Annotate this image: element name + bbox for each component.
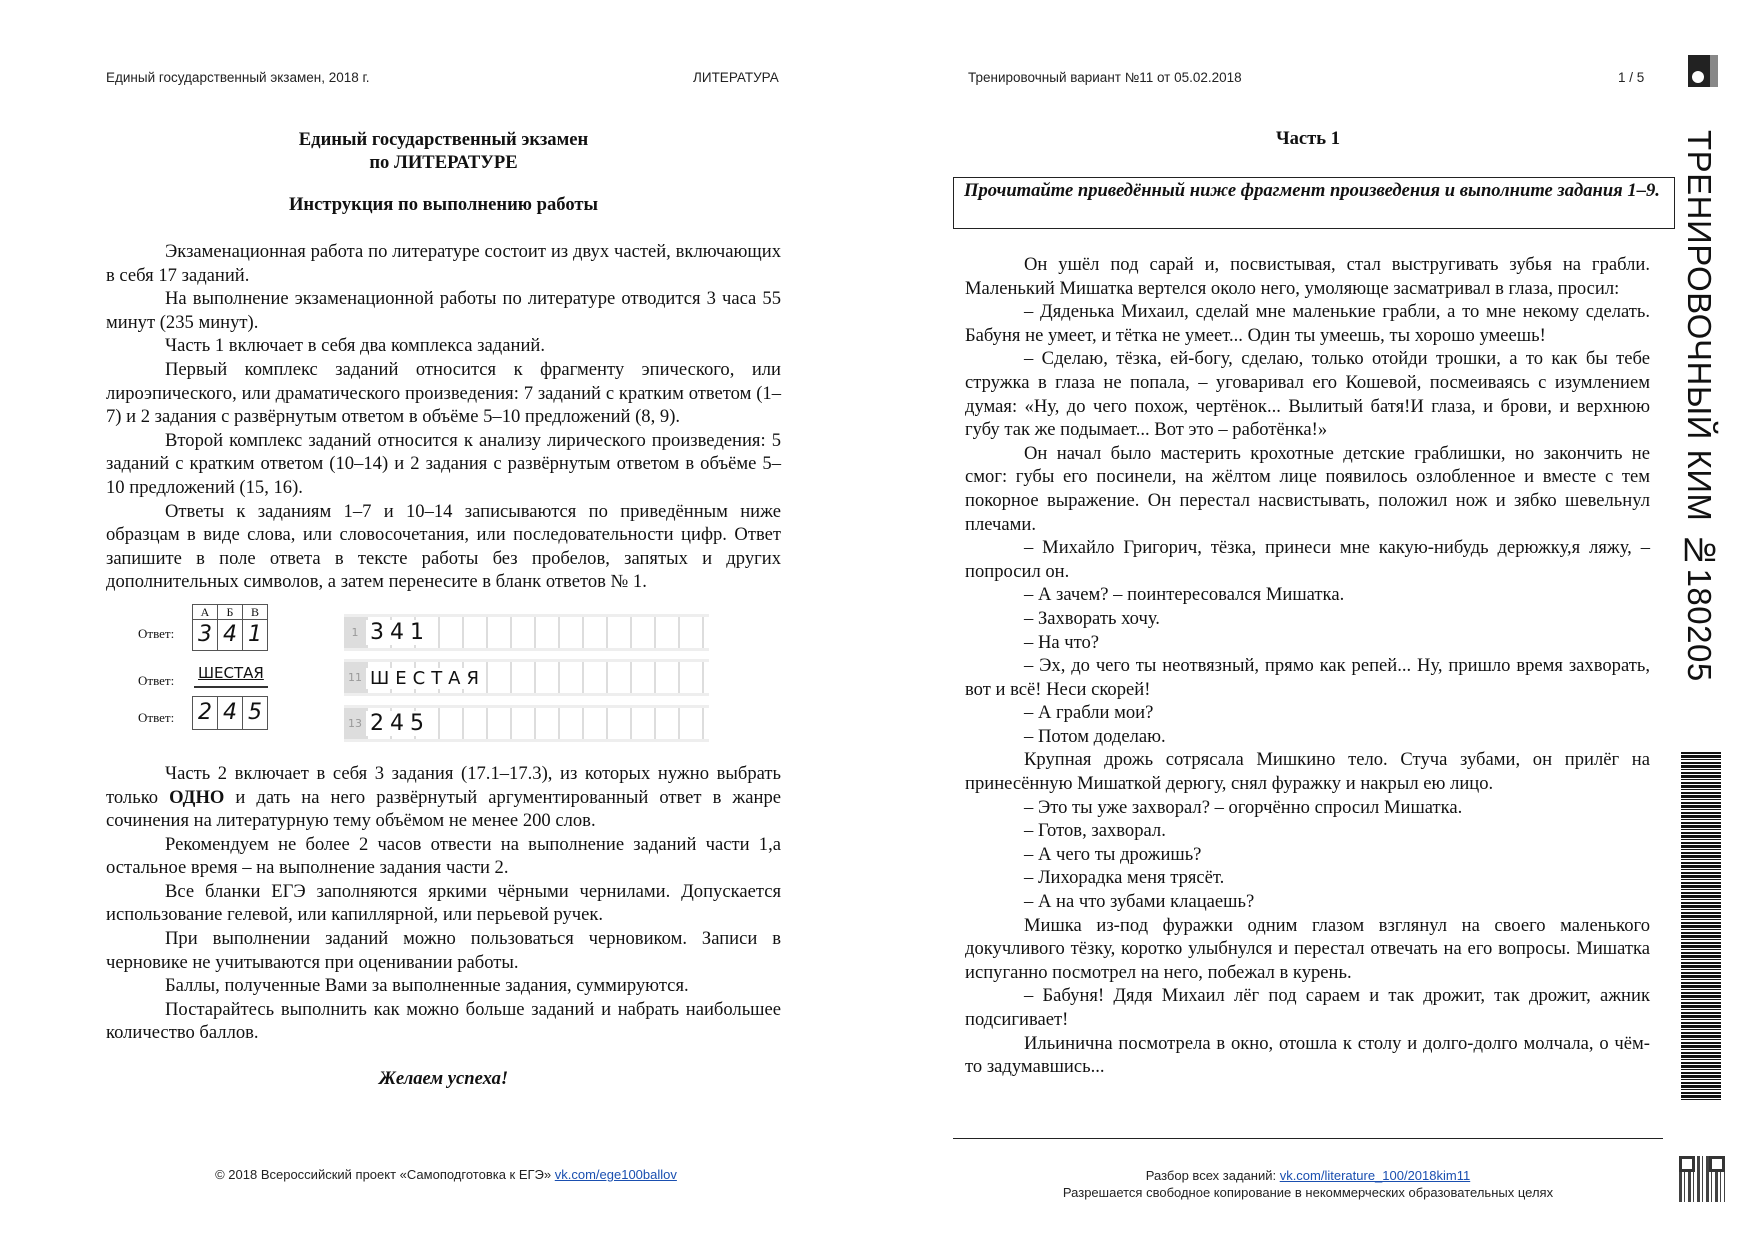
paragraph: Он ушёл под сарай и, посвистывая, стал выстругивать зубья на грабли. Маленький Мишатка вертелся около него, умоляюще засматривал в глаза, просил:: [965, 254, 1650, 299]
answer-label: Ответ:: [138, 709, 175, 725]
barcode-icon: [1681, 752, 1721, 1102]
paragraph: – Сделаю, тёзка, ей-богу, сделаю, только отойди трошки, а то как бы тебе стружка в глаза не попала, – уговаривал его Кошевой, посмеиваясь с изумлением думая: «Ну, до чего похож, чертёнок... Вылитый батя!И глаза, и брови, и верхнюю губу так же подымает... Вот это – работёнка!»: [965, 348, 1650, 441]
sample-table-1: [192, 604, 268, 651]
answer-blank-3: [344, 705, 709, 742]
logo-icon: [1688, 55, 1718, 87]
footer-copyright: © 2018 Всероссийский проект «Самоподготовка к ЕГЭ»: [215, 1167, 555, 1182]
paragraph: – Михайло Григорич, тёзка, принеси мне какую-нибудь дерюжку,я ляжу, – попросил он.: [965, 537, 1650, 582]
paragraph: Постарайтесь выполнить как можно больше заданий и набрать наибольшее количество баллов.: [106, 998, 781, 1044]
paragraph: Баллы, полученные Вами за выполненные задания, суммируются.: [165, 975, 689, 997]
part-title: Часть 1: [1275, 128, 1341, 149]
task-instruction: Прочитайте приведённый ниже фрагмент произведения и выполните задания 1–9.: [953, 177, 1675, 229]
footer-analysis-label: Разбор всех заданий:: [1145, 1168, 1280, 1183]
page-number: 1 / 5: [1618, 70, 1645, 85]
paragraph: Ответы к заданиям 1–7 и 10–14 записываются по приведённым ниже образцам в виде слова, или словосочетания, или последовательности цифр. Ответ запишите в поле ответа в тексте работы без пробелов, запятых и других дополнительных символов, а затем перенесите в бланк ответов № 1.: [106, 500, 781, 593]
blank-value: 245: [366, 711, 430, 736]
paragraph: Первый комплекс заданий относится к фрагменту эпического, или лироэпического, или драматического произведения: 7 заданий с кратким ответом (1–7) и 2 задания с развёрнутым ответом в объёме 5–10 предложений (8, 9).: [106, 358, 781, 428]
instructions-after: [106, 833, 781, 1045]
handwritten-digit: 4: [218, 620, 243, 650]
footer-copy-note: Разрешается свободное копирование в некоммерческих образовательных целях: [1062, 1185, 1554, 1200]
footer-right: [953, 1167, 1663, 1201]
handwritten-digit: 2: [193, 697, 218, 729]
text: и дать на него развёрнутый аргументированный ответ в жанре сочинения на литературную тему объёмом не менее 200 слов.: [106, 786, 781, 832]
emphasis: ОДНО: [169, 786, 225, 808]
paragraph: Все бланки ЕГЭ заполняются яркими чёрными чернилами. Допускается использование гелевой, или капиллярной, или перьевой ручек.: [106, 880, 781, 926]
handwritten-digit: 5: [248, 699, 262, 725]
paragraph: Ильинична посмотрела в окно, отошла к столу и долго-долго молчала, о чём-то задумавшись...: [965, 1032, 1650, 1078]
paragraph: – А зачем? – поинтересовался Мишатка.: [1024, 584, 1345, 606]
text: Часть 2 включает в себя 3 задания (17.1–17.3), из которых нужно выбрать только: [106, 762, 781, 808]
paragraph: Второй комплекс заданий относится к анализу лирического произведения: 5 заданий с кратким ответом (10–14) и 2 задания с развёрнутым ответом в объёме 5–10 предложений (15, 16).: [106, 429, 781, 498]
handwritten-digit: 1: [248, 621, 262, 647]
paragraph: – Дяденька Михаил, сделай мне маленькие грабли, а то мне некому сделать. Бабуня не умеет, и тётка не умеет... Один ты умеешь, ты хорошо умеешь!: [965, 301, 1650, 346]
answer-blank-2: [344, 659, 709, 696]
wish-text: Желаем успеха!: [378, 1068, 509, 1090]
handwritten-word: ШЕСТАЯ: [194, 662, 268, 688]
blank-number: 11: [344, 662, 366, 693]
title-line-2: по ЛИТЕРАТУРЕ: [369, 152, 518, 173]
header-variant: Тренировочный вариант №11 от 05.02.2018: [968, 70, 1242, 85]
left-column: [106, 240, 781, 1091]
sample-table-3: [192, 696, 268, 730]
paragraph: – А чего ты дрожишь?: [1024, 843, 1202, 865]
handwritten-digit: 4: [218, 697, 243, 729]
blank-number: 1: [344, 617, 366, 648]
answer-blank-1: [344, 614, 709, 651]
answer-samples: [106, 602, 781, 752]
divider: [953, 1138, 1663, 1139]
blank-value: ШЕСТАЯ: [366, 668, 485, 689]
literary-fragment: [965, 253, 1650, 1079]
left-title: [106, 128, 781, 216]
paragraph: Экзаменационная работа по литературе состоит из двух частей, включающих в себя 17 заданий.: [106, 241, 781, 286]
paragraph: На выполнение экзаменационной работы по литературе отводится 3 часа 55 минут (235 минут).: [106, 288, 781, 333]
paragraph: Мишка из-под фуражки одним глазом взглянул на своего маленького докучливого тёзку, коротко улыбнулся и перестал отвечать на его вопросы. Мишатка испуганно посмотрел на него, побежал в курень.: [965, 914, 1650, 983]
instructions-before: [106, 240, 781, 594]
paragraph: При выполнении заданий можно пользоваться черновиком. Записи в черновике не учитываются при оценивании работы.: [106, 928, 781, 973]
table-header: А: [193, 605, 218, 619]
table-header: Б: [218, 605, 243, 619]
paragraph: Часть 1 включает в себя два комплекса заданий.: [165, 335, 545, 357]
vertical-title: ТРЕНИРОВОЧНЫЙ КИМ №180205: [1681, 130, 1718, 682]
paragraph: – Захворать хочу.: [1024, 607, 1160, 629]
qr-code-icon: [1679, 1156, 1725, 1202]
footer-link-analysis[interactable]: vk.com/literature_100/2018kim11: [1279, 1168, 1471, 1183]
paragraph: – Это ты уже захворал? – огорчённо спросил Мишатка.: [1024, 796, 1463, 818]
answer-label: Ответ:: [138, 625, 175, 641]
title-line-1: Единый государственный экзамен: [298, 129, 589, 150]
paragraph: – Потом доделаю.: [1024, 725, 1166, 747]
blank-number: 13: [344, 708, 366, 739]
paragraph: – Бабуня! Дядя Михаил лёг под сараем и так дрожит, так дрожит, ажник подсигивает!: [965, 985, 1650, 1030]
paragraph: – Лихорадка меня трясёт.: [1024, 867, 1225, 889]
paragraph: – Эх, до чего ты неотвязный, прямо как репей... Ну, пришло время захворать, вот и всё! Неси скорей!: [965, 655, 1650, 700]
blank-value: 341: [366, 620, 430, 645]
paragraph: – А на что зубами клацаешь?: [1024, 891, 1255, 913]
footer-left: [106, 1167, 786, 1182]
paragraph: Рекомендуем не более 2 часов отвести на выполнение заданий части 1,а остальное время – на выполнение задания части 2.: [106, 833, 781, 879]
answer-label: Ответ:: [138, 672, 175, 688]
handwritten-digit: 3: [193, 620, 218, 650]
paragraph: Он начал было мастерить крохотные детские граблишки, но закончить не смог: губы его посинели, на жёлтом лице появилось озлобленное и вместе с тем покорное выражение. Он перестал насвистывать, положил нож и зябко шевельнул плечами.: [965, 442, 1650, 535]
paragraph: – А грабли мои?: [1024, 702, 1154, 724]
header-subject: ЛИТЕРАТУРА: [693, 70, 779, 85]
paragraph: – На что?: [1024, 631, 1100, 653]
footer-link-vk[interactable]: vk.com/ege100ballov: [554, 1167, 677, 1182]
header-exam: Единый государственный экзамен, 2018 г.: [106, 70, 370, 85]
table-header: В: [250, 604, 259, 619]
part2-paragraph: [106, 762, 781, 833]
paragraph: Крупная дрожь сотрясала Мишкино тело. Стуча зубами, он прилёг на принесённую Мишаткой дерюгу, снял фуражку и накрыл ею лицо.: [965, 749, 1650, 795]
instructions-heading: Инструкция по выполнению работы: [288, 194, 599, 215]
paragraph: – Готов, захворал.: [1024, 820, 1166, 842]
